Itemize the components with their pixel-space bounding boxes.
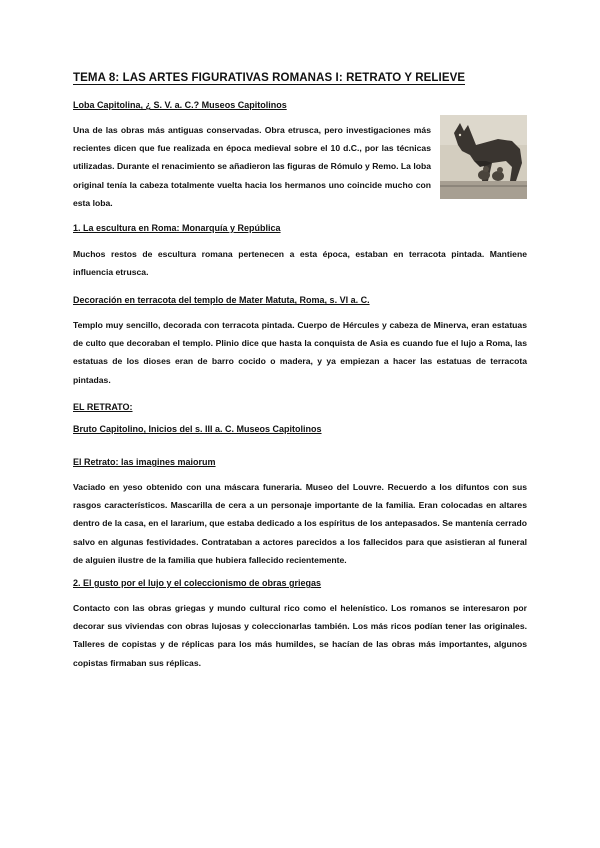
heading-imagines-maiorum: El Retrato: las imagines maiorum (73, 457, 216, 467)
paragraph-escultura-roma: Muchos restos de escultura romana pertenecen a esta época, estaban en terracota pintada. Mantiene influencia etrusca. (73, 249, 527, 278)
paragraph-loba-capitolina: Una de las obras más antiguas conservadas. Obra etrusca, pero investigaciones más recientes dicen que fue realizada en época medieval sobre el 10 d.C., por las técnicas utilizadas. Durante el renacimiento se añadieron las figuras de Rómulo y Remo. La loba original tenía la cabeza totalmente vuelta hacia los hermanos uno coincide mucho con esta loba. (73, 125, 431, 208)
heading-escultura-roma: 1. La escultura en Roma: Monarquía y República (73, 223, 281, 233)
heading-decoracion-terracota: Decoración en terracota del templo de Mater Matuta, Roma, s. VI a. C. (73, 295, 370, 305)
heading-loba-capitolina: Loba Capitolina, ¿ S. V. a. C.? Museos Capitolinos (73, 100, 287, 110)
heading-bruto-capitolino: Bruto Capitolino, Inicios del s. III a. C. Museos Capitolinos (73, 424, 322, 434)
heading-el-retrato: EL RETRATO: (73, 402, 133, 412)
paragraph-gusto-lujo: Contacto con las obras griegas y mundo cultural rico como el helenístico. Los romanos se interesaron por decorar sus viviendas con obras lujosas y coleccionarlas también. Los más ricos podían tener las originales. Talleres de copistas y de réplicas para los más humildes, se hacían de las obras más importantes, algunos copistas firmaban sus réplicas. (73, 603, 527, 668)
heading-gusto-lujo: 2. El gusto por el lujo y el coleccionismo de obras griegas (73, 578, 322, 588)
document-title: TEMA 8: LAS ARTES FIGURATIVAS ROMANAS I: RETRATO Y RELIEVE (73, 72, 466, 84)
paragraph-imagines-maiorum: Vaciado en yeso obtenido con una máscara funeraria. Museo del Louvre. Recuerdo a los difuntos con sus rasgos característicos. Mascarilla de cera a un personaje importante de la familia. Eran colocadas en altares dentro de la casa, en el lararium, que estaba dedicado a los espíritus de los antepasados. Se mantenía cerrado salvo en algunas festividades. Contrataban a actores parecidos a los fallecidos para que asistieran al funeral de alguien ilustre de la familia que hubiera fallecido recientemente. (73, 482, 527, 565)
loba-capitolina-photo (440, 115, 527, 199)
paragraph-decoracion-terracota: Templo muy sencillo, decorada con terracota pintada. Cuerpo de Hércules y cabeza de Minerva, eran estatuas de culto que decoraban el templo. Plinio dice que hasta la conquista de Asia es cuando fue el lujo a Roma, las estatuas de los dioses eran de barro cocido o madera, y ya empiezan a hacer las estatuas de terracota pintadas. (73, 320, 527, 385)
